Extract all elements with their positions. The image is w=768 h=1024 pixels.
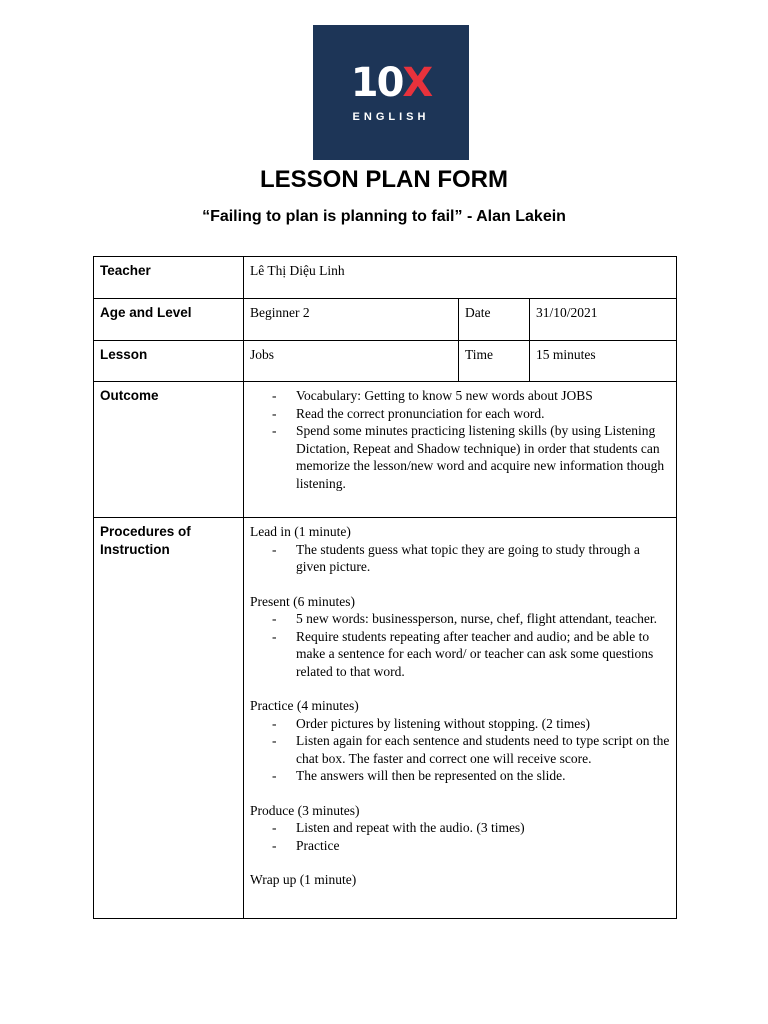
- brand-logo: [313, 25, 469, 160]
- procedure-item: - Listen and repeat with the audio. (3 times): [250, 819, 670, 837]
- procedure-list: [250, 541, 670, 576]
- teacher-label: Teacher: [94, 257, 244, 299]
- procedure-item: - Order pictures by listening without stopping. (2 times): [250, 715, 670, 733]
- lesson-plan-table: [93, 256, 677, 919]
- procedure-list: [250, 715, 670, 785]
- outcome-item: - Read the correct pronunciation for each word.: [250, 405, 670, 423]
- page-title: LESSON PLAN FORM: [259, 166, 508, 193]
- outcome-list: [250, 387, 670, 492]
- procedure-item: - Practice: [250, 837, 670, 855]
- time-value: 15 minutes: [530, 341, 677, 382]
- procedure-section: [250, 697, 670, 785]
- procedure-item: - 5 new words: businessperson, nurse, chef, flight attendant, teacher.: [250, 610, 670, 628]
- outcome-item: - Vocabulary: Getting to know 5 new words about JOBS: [250, 387, 670, 405]
- lesson-label: Lesson: [94, 341, 244, 382]
- procedure-item: - The students guess what topic they are going to study through a given picture.: [250, 541, 670, 576]
- procedures-content: [244, 518, 677, 919]
- logo-x: X: [402, 60, 432, 106]
- procedure-heading: Lead in (1 minute): [250, 524, 351, 539]
- procedure-list: [250, 819, 670, 854]
- age-label: Age and Level: [94, 299, 244, 341]
- procedures-label: Procedures of Instruction: [94, 518, 244, 919]
- time-label: Time: [459, 341, 530, 382]
- procedure-section: [250, 802, 670, 855]
- outcome-label: Outcome: [94, 382, 244, 518]
- page-quote: “Failing to plan is planning to fail” - Alan Lakein: [202, 208, 566, 225]
- procedure-heading: Wrap up (1 minute): [250, 872, 357, 887]
- logo-mark: [313, 61, 469, 105]
- procedure-section: [250, 593, 670, 681]
- outcome-row: [94, 382, 677, 518]
- date-value: 31/10/2021: [530, 299, 677, 341]
- procedure-item: - The answers will then be represented on the slide.: [250, 767, 670, 785]
- procedure-section: [250, 871, 670, 889]
- lesson-row: [94, 341, 677, 382]
- procedure-heading: Produce (3 minutes): [250, 802, 360, 818]
- procedure-item: - Require students repeating after teacher and audio; and be able to make a sentence for each word/ or teacher can ask some questions related to that word.: [250, 628, 670, 681]
- outcome-item: - Spend some minutes practicing listening skills (by using Listening Dictation, Repeat and Shadow technique) in order that students can memorize the lesson/new word and acquire new information though listening.: [250, 422, 670, 492]
- lesson-value: Jobs: [244, 341, 459, 382]
- teacher-value: Lê Thị Diệu Linh: [244, 257, 677, 299]
- procedure-heading: Present (6 minutes): [250, 593, 355, 609]
- date-label: Date: [459, 299, 530, 341]
- procedure-item: - Listen again for each sentence and students need to type script on the chat box. The faster and correct one will receive score.: [250, 732, 670, 767]
- logo-subtitle: ENGLISH: [352, 111, 430, 123]
- teacher-row: [94, 257, 677, 299]
- age-value: Beginner 2: [244, 299, 459, 341]
- age-row: [94, 299, 677, 341]
- procedure-list: [250, 610, 670, 680]
- procedures-row: [94, 518, 677, 919]
- logo-number: 10: [350, 60, 403, 106]
- procedure-section: [250, 523, 670, 576]
- outcome-content: [244, 382, 677, 518]
- procedure-heading: Practice (4 minutes): [250, 698, 359, 713]
